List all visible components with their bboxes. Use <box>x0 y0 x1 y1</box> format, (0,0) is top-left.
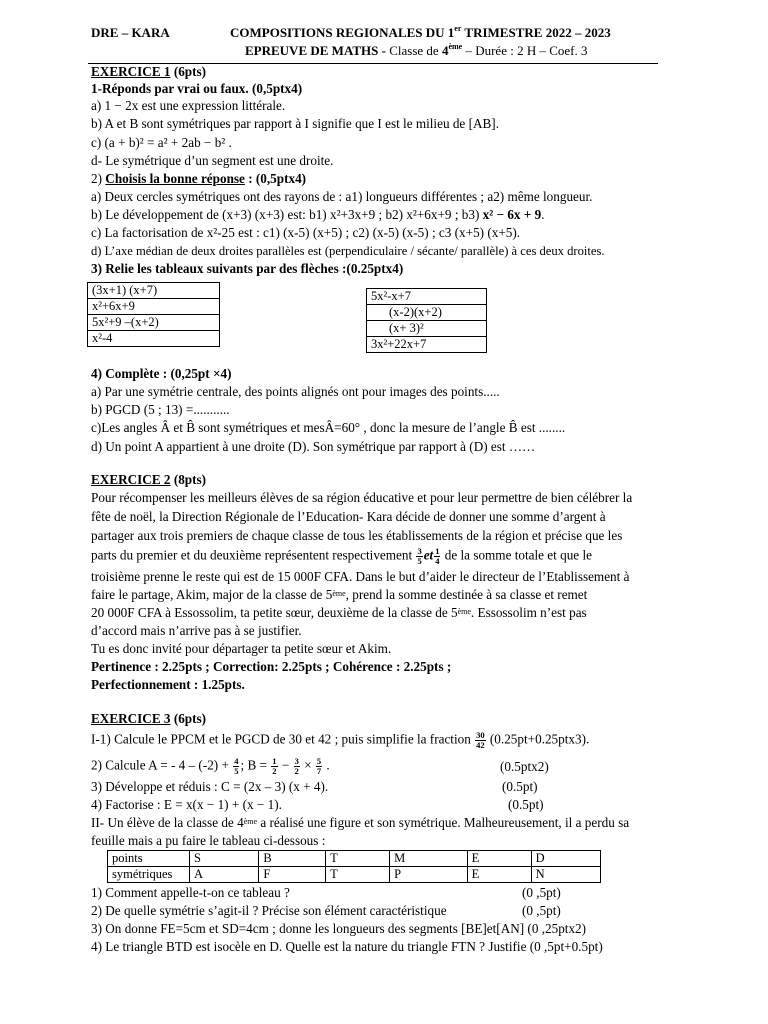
ex1-q4-title: 4) Complète : (0,25pt ×4) <box>91 366 232 381</box>
right-table <box>366 288 487 353</box>
table-cell: T <box>326 867 390 883</box>
table-cell: N <box>531 867 600 883</box>
ex1-q3-title: 3) Relie les tableaux suivants par des flèches :(0.25ptx4) <box>91 261 404 276</box>
table-cell: 5x²+9 –(x+2) <box>88 315 220 331</box>
ex1-q1a: a) 1 − 2x est une expression littérale. <box>91 98 286 113</box>
ex1-q4c: c)Les angles Â et B̂ sont symétriques et mesÂ=60° , donc la mesure de l’angle B̂ est ........ <box>91 420 566 435</box>
fraction: $\frac{3}{5}$ <box>417 546 422 566</box>
ex2-criteria-1: Pertinence : 2.25pts ; Correction: 2.25pts ; Cohérence : 2.25pts ; <box>91 659 452 674</box>
table-cell: 5x²-x+7 <box>367 289 487 305</box>
ex3-q2-points: (0 ,5pt) <box>522 903 561 918</box>
table-cell: E <box>467 867 531 883</box>
table-cell: symétriques <box>108 867 190 883</box>
header-subtitle: EPREUVE DE MATHS - Classe de 4ème – Durée : 2 H – Coef. 3 <box>245 42 588 58</box>
ex2-title: EXERCICE 2 (8pts) <box>91 472 207 487</box>
fraction: $\frac{1}{4}$ <box>435 546 440 566</box>
table-row <box>88 299 220 315</box>
ex1-q2c: c) La factorisation de x²-25 est : c1) (x-5) (x+5) ; c2) (x-5) (x-5) ; c3 (x+5) (x+5). <box>91 225 521 240</box>
table-cell: (x-2)(x+2) <box>367 305 487 321</box>
table-row <box>367 305 487 321</box>
ex3-ii1: II- Un élève de la classe de 4ème a réalisé une figure et son symétrique. Malheureusement, il a perdu sa <box>91 815 630 830</box>
table-row <box>88 283 220 299</box>
ex3-q1-points: (0 ,5pt) <box>522 885 561 900</box>
ex1-q4b: b) PGCD (5 ; 13) =........... <box>91 402 230 417</box>
ex2-p9: Tu es donc invité pour départager ta petite sœur et Akim. <box>91 641 392 656</box>
table-cell: E <box>467 851 531 867</box>
ex3-i4: 4) Factorise : E = x(x − 1) + (x − 1). <box>91 797 282 812</box>
fraction: $\frac{30}{42}$ <box>476 730 485 750</box>
ex2-p4: parts du premier et du deuxième représentent respectivement $\frac{3}{5}$ et $\frac{1}{4}$ de la somme totale et que le <box>91 546 592 566</box>
ex3-q1: 1) Comment appelle-t-on ce tableau ? <box>91 885 290 900</box>
ex3-q2: 2) De quelle symétrie s’agit-il ? Précise son élément caractéristique <box>91 903 447 918</box>
table-cell: x²-4 <box>88 331 220 347</box>
ex3-i2: 2) Calcule A = - 4 – (-2) + $\frac{4}{5}$ ; B = $\frac{1}{2}$ − $\frac{3}{2}$ × $\frac{5}{7}$ . <box>91 756 330 776</box>
ex1-q2a: a) Deux cercles symétriques ont des rayons de : a1) longueurs différentes ; a2) même longueur. <box>91 189 593 204</box>
table-row <box>108 867 601 883</box>
ex2-p3: partager aux trois premiers de chaque classe de tous les établissements de la région et précise que les <box>91 528 623 543</box>
ex3-q4: 4) Le triangle BTD est isocèle en D. Quelle est la nature du triangle FTN ? Justifie (0 ,5pt+0.5pt) <box>91 939 603 954</box>
table-cell: P <box>390 867 467 883</box>
header-title: COMPOSITIONS REGIONALES DU 1er TRIMESTRE 2022 – 2023 <box>230 24 611 40</box>
ex1-q2-title: 2) Choisis la bonne réponse : (0,5ptx4) <box>91 171 307 186</box>
table-cell: (x+ 3)² <box>367 321 487 337</box>
table-cell: D <box>531 851 600 867</box>
table-cell: B <box>259 851 326 867</box>
table-cell: x²+6x+9 <box>88 299 220 315</box>
ex1-q4a: a) Par une symétrie centrale, des points alignés ont pour images des points..... <box>91 384 500 399</box>
header-left: DRE – KARA <box>91 25 170 40</box>
ex2-p5: troisième prenne le reste qui est de 15 000F CFA. Dans le but d’aider le directeur de l’Etablissement à <box>91 569 630 584</box>
ex3-q3: 3) On donne FE=5cm et SD=4cm ; donne les longueurs des segments [BE]et[AN] (0 ,25ptx2) <box>91 921 587 936</box>
table-row <box>367 321 487 337</box>
ex3-i1: I-1) Calcule le PPCM et le PGCD de 30 et 42 ; puis simplifie la fraction $\frac{30}{42}$ (0.25pt+0.25ptx3). <box>91 730 590 750</box>
fraction: $\frac{4}{5}$ <box>234 756 239 776</box>
table-cell: S <box>190 851 259 867</box>
ex3-i2-points: (0.5ptx2) <box>500 759 549 774</box>
table-cell: T <box>326 851 390 867</box>
ex3-i3: 3) Développe et réduis : C = (2x – 3) (x + 4). <box>91 779 329 794</box>
fraction: $\frac{3}{2}$ <box>294 756 299 776</box>
table-row <box>367 337 487 353</box>
table-cell: points <box>108 851 190 867</box>
ex1-q1b: b) A et B sont symétriques par rapport à I signifie que I est le milieu de [AB]. <box>91 116 499 131</box>
ex2-p8: d’accord mais n’arrive pas à se justifier. <box>91 623 302 638</box>
ex2-p6: faire le partage, Akim, major de la classe de 5ème, prend la somme destinée à sa classe et remet <box>91 587 588 602</box>
fraction: $\frac{5}{7}$ <box>316 756 322 776</box>
table-cell: 3x²+22x+7 <box>367 337 487 353</box>
ex3-i3-points: (0.5pt) <box>502 779 538 794</box>
ex1-title: EXERCICE 1 (6pts) <box>91 64 207 79</box>
ex2-p2: fête de noël, la Direction Régionale de l’Education- Kara décide de donner une somme d’argent à <box>91 509 606 524</box>
ex1-q2b: b) Le développement de (x+3) (x+3) est: b1) x²+3x+9 ; b2) x²+6x+9 ; b3) x² − 6x + 9. <box>91 207 545 222</box>
table-row <box>88 331 220 347</box>
ex1-q1d: d- Le symétrique d’un segment est une droite. <box>91 153 334 168</box>
fraction: $\frac{1}{2}$ <box>272 756 277 776</box>
ex1-q1c: c) (a + b)² = a² + 2ab − b² . <box>91 135 232 150</box>
table-row <box>367 289 487 305</box>
ex2-criteria-2: Perfectionnement : 1.25pts. <box>91 677 245 692</box>
ex1-q4d: d) Un point A appartient à une droite (D). Son symétrique par rapport à (D) est …… <box>91 439 536 454</box>
symmetry-table <box>107 850 601 883</box>
ex2-p1: Pour récompenser les meilleurs élèves de sa région éducative et pour leur permettre de bien célébrer la <box>91 490 633 505</box>
ex3-i4-points: (0.5pt) <box>508 797 544 812</box>
table-row <box>88 315 220 331</box>
table-cell: F <box>259 867 326 883</box>
ex2-p7: 20 000F CFA à Essossolim, ta petite sœur, deuxième de la classe de 5ème. Essossolim n’est pas <box>91 605 587 620</box>
ex3-ii2: feuille mais a pu faire le tableau ci-dessous : <box>91 833 326 848</box>
ex3-title: EXERCICE 3 (6pts) <box>91 711 207 726</box>
table-cell: M <box>390 851 467 867</box>
table-cell: A <box>190 867 259 883</box>
left-table <box>87 282 220 347</box>
ex1-q2d: d) L’axe médian de deux droites parallèles est (perpendiculaire / sécante/ parallèle) à ces deux droites. <box>91 244 605 258</box>
ex1-q1-title: 1-Réponds par vrai ou faux. (0,5ptx4) <box>91 81 303 96</box>
table-row <box>108 851 601 867</box>
table-cell: (3x+1) (x+7) <box>88 283 220 299</box>
